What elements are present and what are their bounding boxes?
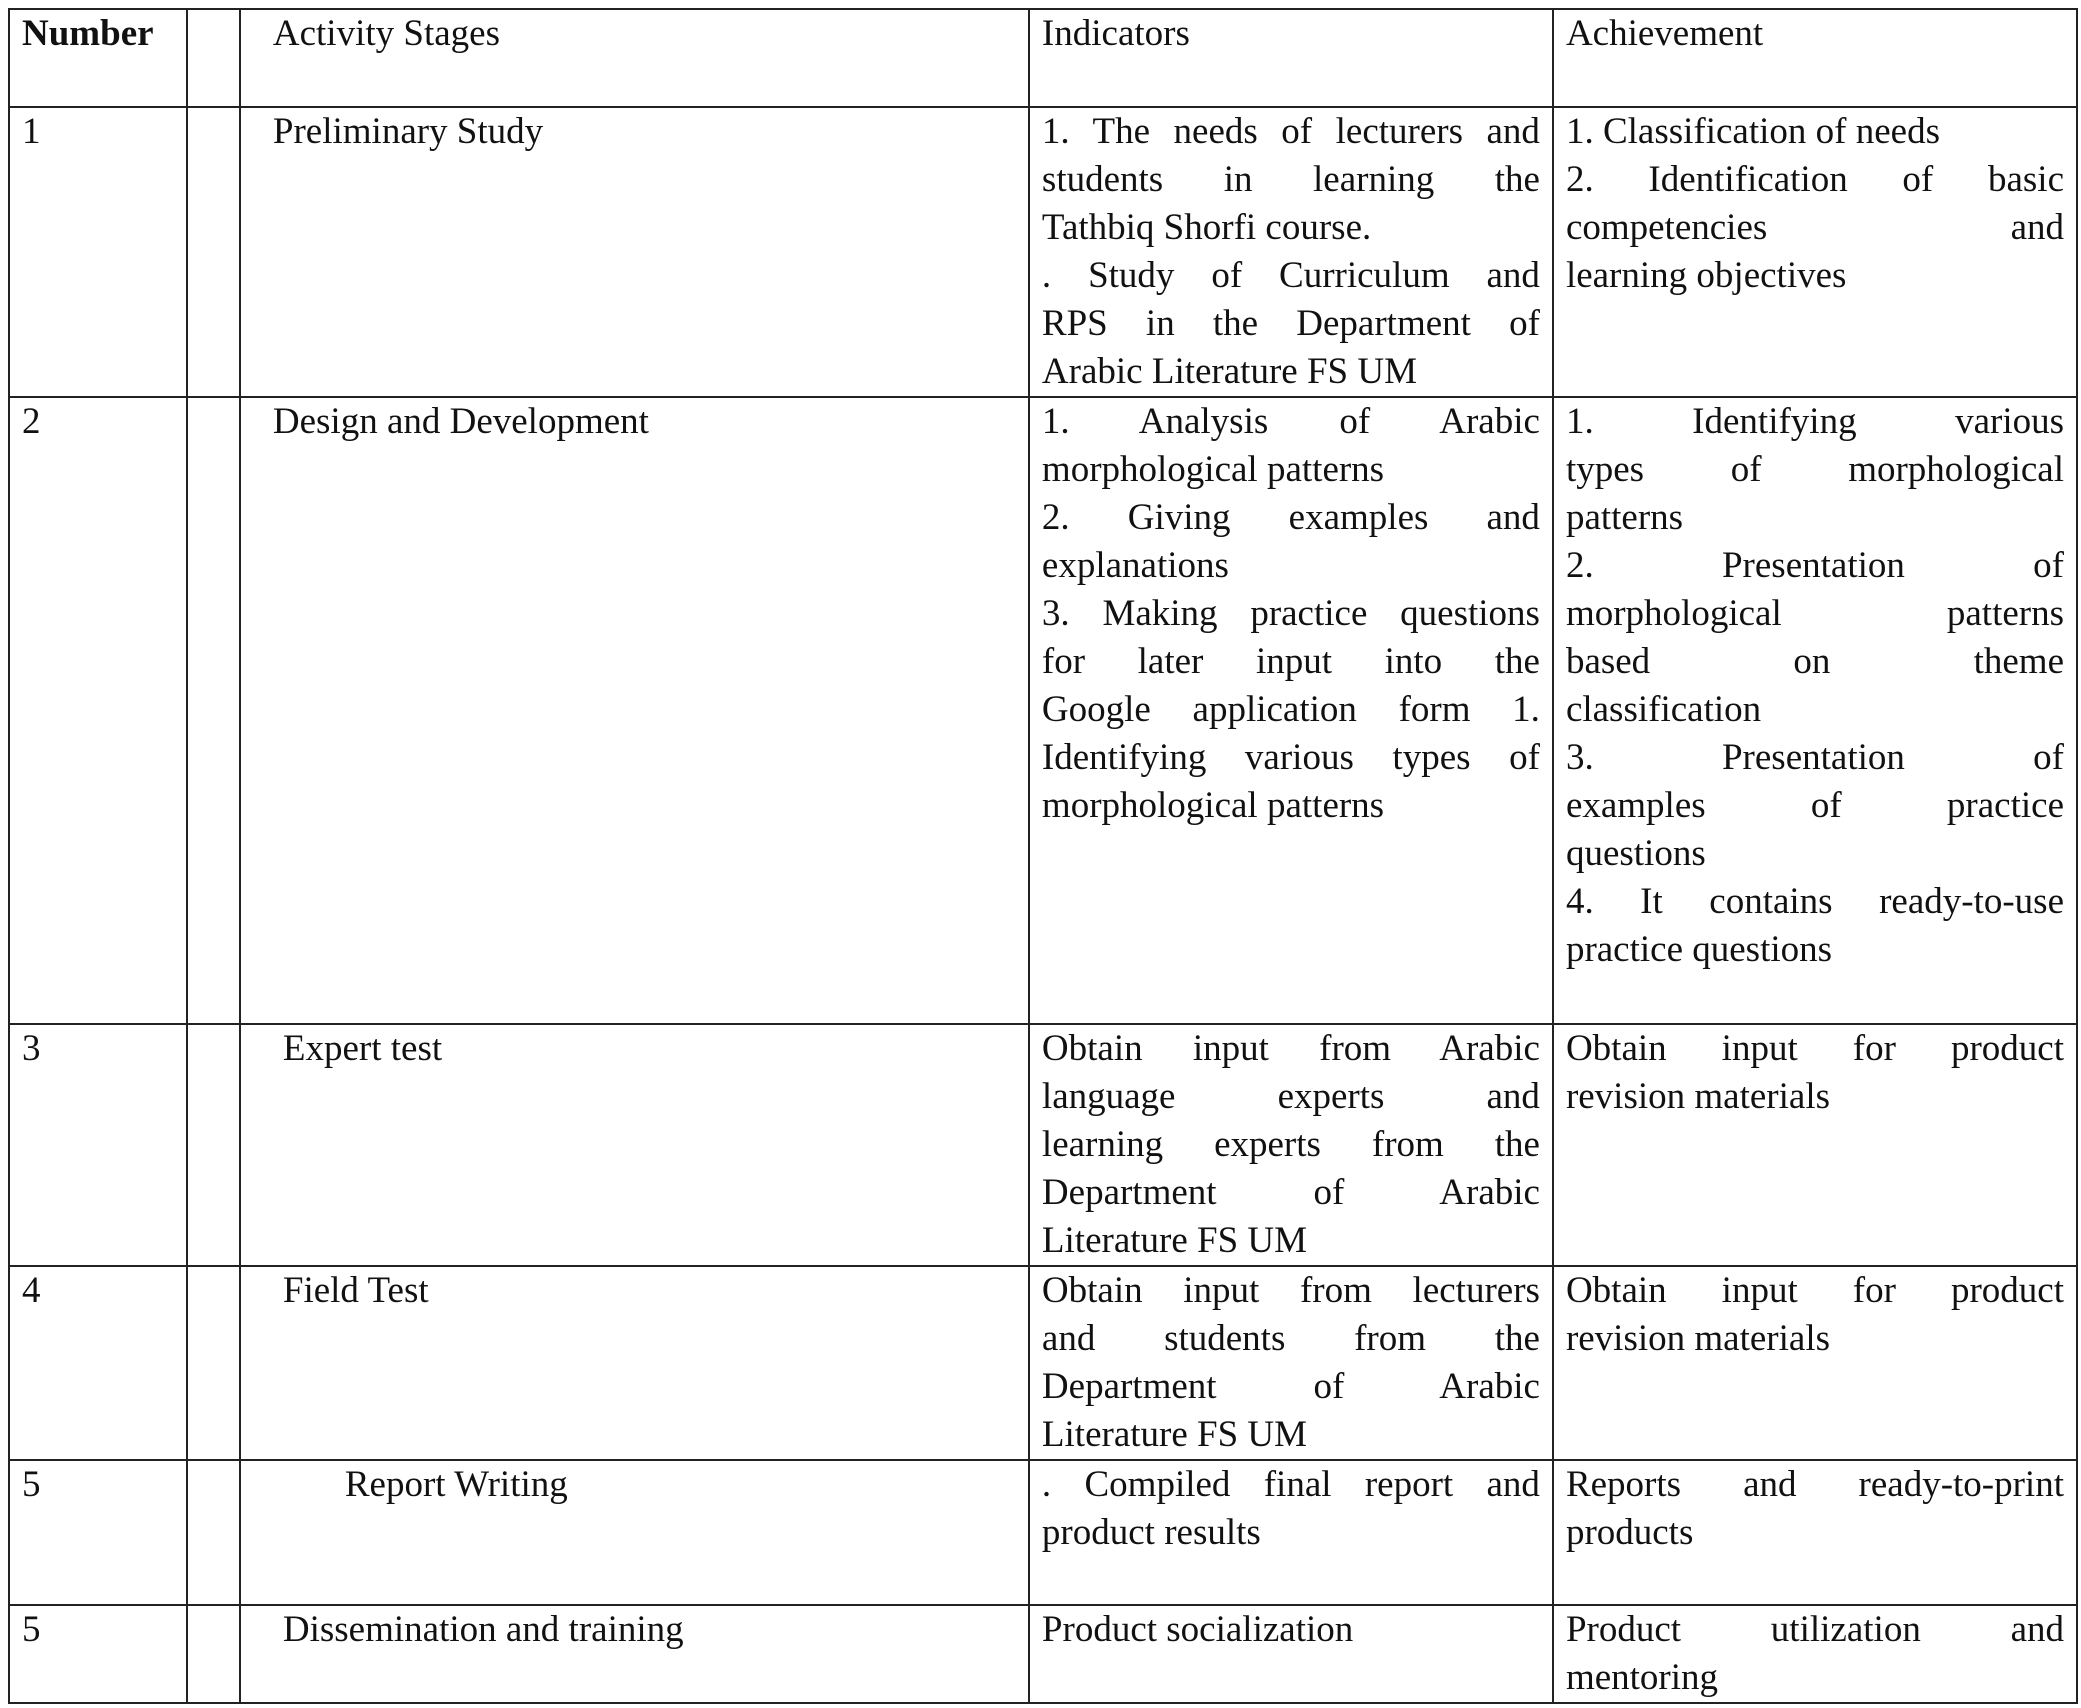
cell-text-line: practice questions <box>1565 929 1833 970</box>
table-row <box>9 1266 2077 1460</box>
row-indicators <box>1029 1460 1553 1605</box>
cell-text-line: based on theme <box>1565 641 2064 682</box>
header-activity-stages: Activity Stages <box>240 9 1029 107</box>
row-number: 5 <box>9 1460 187 1605</box>
cell-text-line: . Compiled final report and <box>1041 1464 1540 1505</box>
cell-text-line: products <box>1565 1512 1694 1553</box>
cell-text-line: 1. Identifying various <box>1565 401 2064 442</box>
table-row <box>9 397 2077 1024</box>
row-activity-stage: Expert test <box>240 1024 1029 1266</box>
cell-text-line: examples of practice <box>1565 785 2064 826</box>
activity-stages-table <box>8 8 2078 1704</box>
cell-text-line: Literature FS UM <box>1041 1414 1308 1455</box>
row-spacer <box>187 1605 240 1703</box>
row-spacer <box>187 1266 240 1460</box>
cell-text-line: language experts and <box>1041 1076 1540 1117</box>
row-spacer <box>187 397 240 1024</box>
row-indicators <box>1029 107 1553 397</box>
row-achievement <box>1553 1460 2077 1605</box>
cell-text-line: Obtain input from Arabic <box>1041 1028 1540 1069</box>
row-spacer <box>187 1024 240 1266</box>
cell-text-line: explanations <box>1041 545 1229 586</box>
cell-text-line: Google application form 1. <box>1041 689 1540 730</box>
cell-text-line: revision materials <box>1565 1076 1830 1117</box>
cell-text-line: Department of Arabic <box>1041 1172 1540 1213</box>
cell-text-line: Obtain input for product <box>1565 1028 2064 1069</box>
cell-text-line: learning experts from the <box>1041 1124 1540 1165</box>
cell-text-line: RPS in the Department of <box>1041 303 1540 344</box>
cell-text-line: 4. It contains ready-to-use <box>1565 881 2064 922</box>
row-number: 1 <box>9 107 187 397</box>
table-row <box>9 107 2077 397</box>
cell-text-line: 3. Making practice questions <box>1041 593 1540 634</box>
row-spacer <box>187 1460 240 1605</box>
cell-text-line: 2. Identification of basic <box>1565 159 2064 200</box>
row-activity-stage: Design and Development <box>240 397 1029 1024</box>
header-indicators: Indicators <box>1029 9 1553 107</box>
table-header-row <box>9 9 2077 107</box>
row-achievement <box>1553 1024 2077 1266</box>
cell-text-line: questions <box>1565 833 1706 874</box>
cell-text-line: 2. Presentation of <box>1565 545 2064 586</box>
cell-text-line: Literature FS UM <box>1041 1220 1308 1261</box>
cell-text-line: 3. Presentation of <box>1565 737 2064 778</box>
row-achievement <box>1553 1605 2077 1703</box>
header-spacer <box>187 9 240 107</box>
cell-text-line: morphological patterns <box>1041 449 1385 490</box>
cell-text-line: and students from the <box>1041 1318 1540 1359</box>
cell-text-line: students in learning the <box>1041 159 1540 200</box>
row-indicators <box>1029 1024 1553 1266</box>
cell-text-line: for later input into the <box>1041 641 1540 682</box>
row-spacer <box>187 107 240 397</box>
cell-text-line: patterns <box>1565 497 1684 538</box>
cell-text-line: . Study of Curriculum and <box>1041 255 1540 296</box>
cell-text-line: 1. The needs of lecturers and <box>1041 111 1540 152</box>
cell-text-line: morphological patterns <box>1565 593 2064 634</box>
row-indicators <box>1029 1266 1553 1460</box>
row-achievement <box>1553 107 2077 397</box>
cell-text-line: 2. Giving examples and <box>1041 497 1540 538</box>
cell-text-line: Reports and ready-to-print <box>1565 1464 2064 1505</box>
cell-text-line: types of morphological <box>1565 449 2064 490</box>
table-row <box>9 1605 2077 1703</box>
cell-text-line: learning objectives <box>1565 255 1847 296</box>
header-achievement: Achievement <box>1553 9 2077 107</box>
row-indicators <box>1029 1605 1553 1703</box>
row-number: 2 <box>9 397 187 1024</box>
header-number: Number <box>9 9 187 107</box>
row-indicators <box>1029 397 1553 1024</box>
row-activity-stage: Preliminary Study <box>240 107 1029 397</box>
row-activity-stage: Field Test <box>240 1266 1029 1460</box>
cell-text-line: mentoring <box>1565 1657 1719 1698</box>
cell-text-line: 1. Analysis of Arabic <box>1041 401 1540 442</box>
cell-text-line: Identifying various types of <box>1041 737 1540 778</box>
cell-text-line: classification <box>1565 689 1762 730</box>
cell-text-line: product results <box>1041 1512 1261 1553</box>
row-number: 3 <box>9 1024 187 1266</box>
cell-text-line: Product socialization <box>1041 1609 1354 1650</box>
cell-text-line: Product utilization and <box>1565 1609 2064 1650</box>
cell-text-line: competencies and <box>1565 207 2064 248</box>
row-activity-stage: Report Writing <box>240 1460 1029 1605</box>
row-achievement <box>1553 1266 2077 1460</box>
row-number: 5 <box>9 1605 187 1703</box>
table-row <box>9 1460 2077 1605</box>
cell-text-line: revision materials <box>1565 1318 1830 1359</box>
row-number: 4 <box>9 1266 187 1460</box>
cell-text-line: Tathbiq Shorfi course. <box>1041 207 1372 248</box>
cell-text-line: 1. Classification of needs <box>1565 111 1940 152</box>
row-achievement <box>1553 397 2077 1024</box>
cell-text-line: Department of Arabic <box>1041 1366 1540 1407</box>
row-activity-stage: Dissemination and training <box>240 1605 1029 1703</box>
cell-text-line: Arabic Literature FS UM <box>1041 351 1417 392</box>
cell-text-line: morphological patterns <box>1041 785 1385 826</box>
cell-text-line: Obtain input from lecturers <box>1041 1270 1540 1311</box>
cell-text-line: Obtain input for product <box>1565 1270 2064 1311</box>
table-row <box>9 1024 2077 1266</box>
